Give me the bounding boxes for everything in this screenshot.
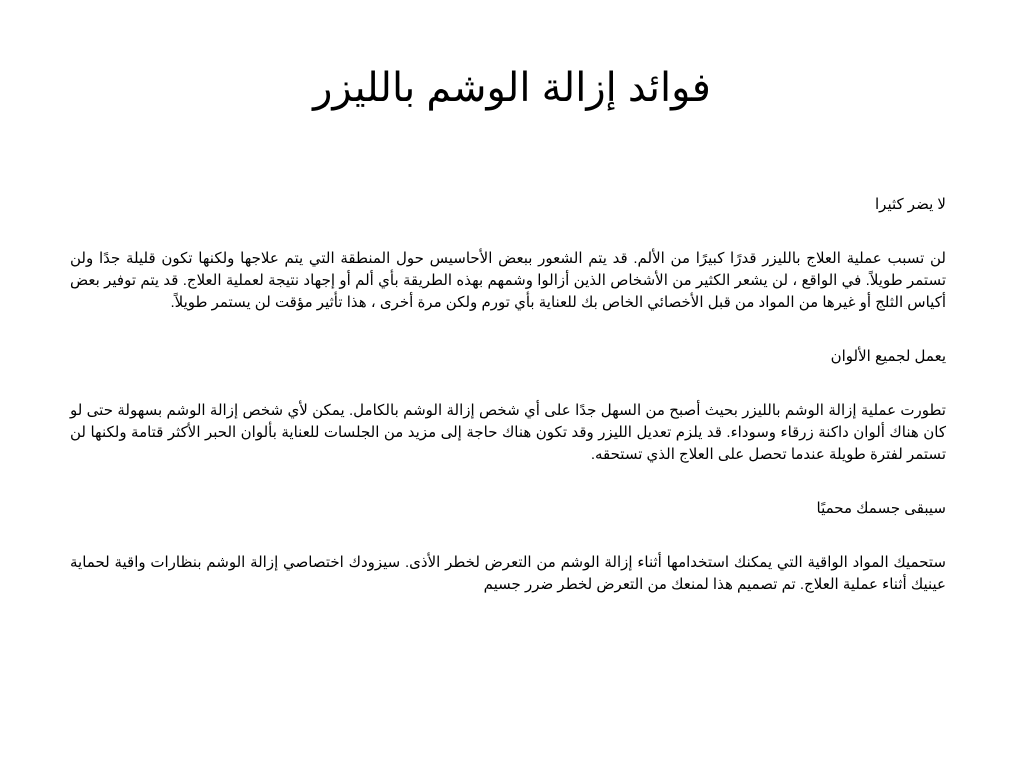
slide-title: فوائد إزالة الوشم بالليزر bbox=[313, 66, 711, 110]
section-heading-no-pain: لا يضر كثيرا bbox=[875, 196, 946, 213]
slide-content bbox=[70, 194, 946, 628]
section-body-no-pain: لن تسبب عملية العلاج بالليزر قدرًا كبيرًا من الألم. قد يتم الشعور ببعض الأحاسيس حول المنطقة التي يتم علاجها ولكنها تكون قليلة جدًا ولن تستمر طويلاً. في الواقع ، لن يشعر الكثير من الأشخاص الذين أزالوا وشمهم بهذه الطريقة بأي ألم أو إجهاد نتيجة لعملية العلاج. قد يتم توفير بعض أكياس الثلج أو غيرها من المواد من قبل الأخصائي الخاص بك للعناية بأي تورم ولكن مرة أخرى ، هذا تأثير مؤقت لن يستمر طويلاً. bbox=[70, 250, 946, 311]
section-heading-all-colors: يعمل لجميع الألوان bbox=[830, 348, 946, 365]
section-body-protected: ستحميك المواد الواقية التي يمكنك استخدامها أثناء إزالة الوشم من التعرض لخطر الأذى. سيزودك اختصاصي إزالة الوشم بنظارات واقية لحماية عينيك أثناء عملية العلاج. تم تصميم هذا لمنعك من التعرض لخطر ضرر جسيم bbox=[70, 554, 946, 593]
section-body-all-colors: تطورت عملية إزالة الوشم بالليزر بحيث أصبح من السهل جدًا على أي شخص إزالة الوشم بالكامل. يمكن لأي شخص إزالة الوشم بسهولة حتى لو كان هناك ألوان داكنة زرقاء وسوداء. قد يلزم تعديل الليزر وقد تكون هناك حاجة إلى مزيد من الجلسات للعناية بألوان الحبر الأكثر قتامة ولكنها لن تستمر لفترة طويلة عندما تحصل على العلاج الذي تستحقه. bbox=[70, 402, 946, 463]
section-heading-protected: سيبقى جسمك محميًا bbox=[816, 500, 946, 517]
